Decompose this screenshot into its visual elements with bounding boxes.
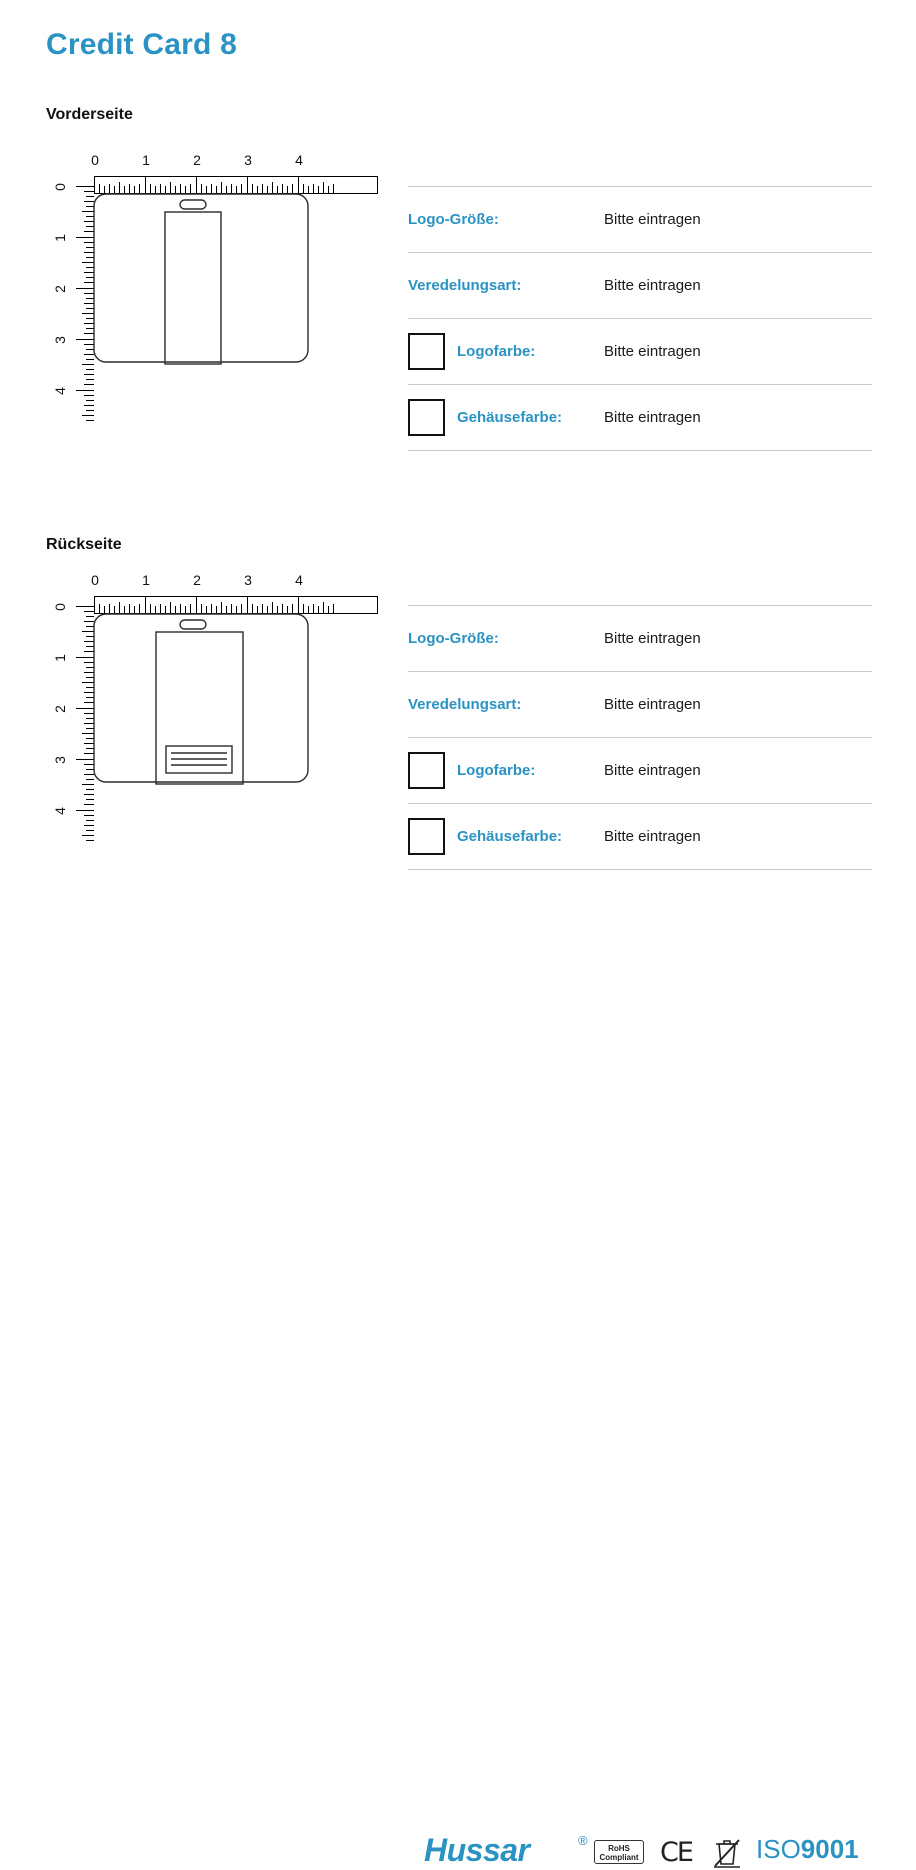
ruler-v-label-4: 4 — [52, 387, 68, 395]
ruler-h-label-3: 3 — [244, 572, 252, 588]
ruler-h-label-1: 1 — [142, 152, 150, 168]
table-row — [408, 671, 872, 737]
ruler-v-label-4: 4 — [52, 807, 68, 815]
footer — [0, 912, 916, 1868]
ruler-h-label-3: 3 — [244, 152, 252, 168]
spec-key-logofarbe: Logofarbe: — [457, 343, 536, 360]
color-swatch-gehaeusefarbe[interactable] — [408, 399, 445, 436]
front-ruler-ticks — [46, 138, 366, 438]
rohs-line1: RoHS — [608, 1844, 630, 1853]
color-swatch-logofarbe[interactable] — [408, 752, 445, 789]
spec-key-veredelungsart: Veredelungsart: — [408, 277, 522, 294]
section-label-front: Vorderseite — [46, 106, 133, 123]
table-row — [408, 803, 872, 870]
table-row — [408, 252, 872, 318]
front-spec-table — [408, 186, 872, 451]
table-row — [408, 737, 872, 803]
iso-prefix: ISO — [756, 1834, 801, 1864]
back-spec-table — [408, 605, 872, 870]
spec-key-logo-groesse: Logo-Größe: — [408, 211, 499, 228]
rohs-compliant-icon — [594, 1840, 644, 1864]
ruler-v-label-2: 2 — [52, 705, 68, 713]
rohs-line2: Compliant — [599, 1853, 639, 1862]
spec-value-logofarbe[interactable]: Bitte eintragen — [604, 343, 701, 360]
ruler-v-label-3: 3 — [52, 336, 68, 344]
spec-value-gehaeusefarbe[interactable]: Bitte eintragen — [604, 409, 701, 426]
ce-mark-icon: CE — [660, 1837, 692, 1868]
color-swatch-logofarbe[interactable] — [408, 333, 445, 370]
spec-key-veredelungsart: Veredelungsart: — [408, 696, 522, 713]
ruler-v-label-0: 0 — [52, 183, 68, 191]
ruler-v-label-3: 3 — [52, 756, 68, 764]
ruler-h-label-2: 2 — [193, 152, 201, 168]
spec-value-gehaeusefarbe[interactable]: Bitte eintragen — [604, 828, 701, 845]
ruler-h-label-0: 0 — [91, 152, 99, 168]
page-title: Credit Card 8 — [46, 28, 237, 61]
table-row — [408, 186, 872, 252]
ruler-v-label-1: 1 — [52, 234, 68, 242]
iso-9001-mark — [756, 1834, 859, 1865]
ruler-v-label-1: 1 — [52, 654, 68, 662]
table-row — [408, 605, 872, 671]
ruler-h-label-2: 2 — [193, 572, 201, 588]
spec-key-logo-groesse: Logo-Größe: — [408, 630, 499, 647]
ruler-h-label-4: 4 — [295, 572, 303, 588]
spec-key-logofarbe: Logofarbe: — [457, 762, 536, 779]
hussar-logo: Hussar — [424, 1832, 530, 1868]
spec-value-veredelungsart[interactable]: Bitte eintragen — [604, 277, 701, 294]
back-ruler-ticks — [46, 558, 366, 858]
table-row — [408, 384, 872, 451]
ruler-h-label-0: 0 — [91, 572, 99, 588]
spec-value-logo-groesse[interactable]: Bitte eintragen — [604, 211, 701, 228]
table-row — [408, 318, 872, 384]
spec-value-logofarbe[interactable]: Bitte eintragen — [604, 762, 701, 779]
spec-key-gehaeusefarbe: Gehäusefarbe: — [457, 409, 563, 426]
spec-value-veredelungsart[interactable]: Bitte eintragen — [604, 696, 701, 713]
spec-value-logo-groesse[interactable]: Bitte eintragen — [604, 630, 701, 647]
registered-trademark-icon: ® — [578, 1833, 588, 1848]
front-drawing-block — [46, 138, 366, 438]
spec-key-gehaeusefarbe: Gehäusefarbe: — [457, 828, 563, 845]
section-label-back: Rückseite — [46, 536, 122, 553]
ruler-v-label-0: 0 — [52, 603, 68, 611]
color-swatch-gehaeusefarbe[interactable] — [408, 818, 445, 855]
ruler-h-label-1: 1 — [142, 572, 150, 588]
weee-bin-icon — [710, 1834, 744, 1870]
ruler-v-label-2: 2 — [52, 285, 68, 293]
iso-number: 9001 — [800, 1834, 859, 1864]
back-drawing-block — [46, 558, 366, 858]
ruler-h-label-4: 4 — [295, 152, 303, 168]
